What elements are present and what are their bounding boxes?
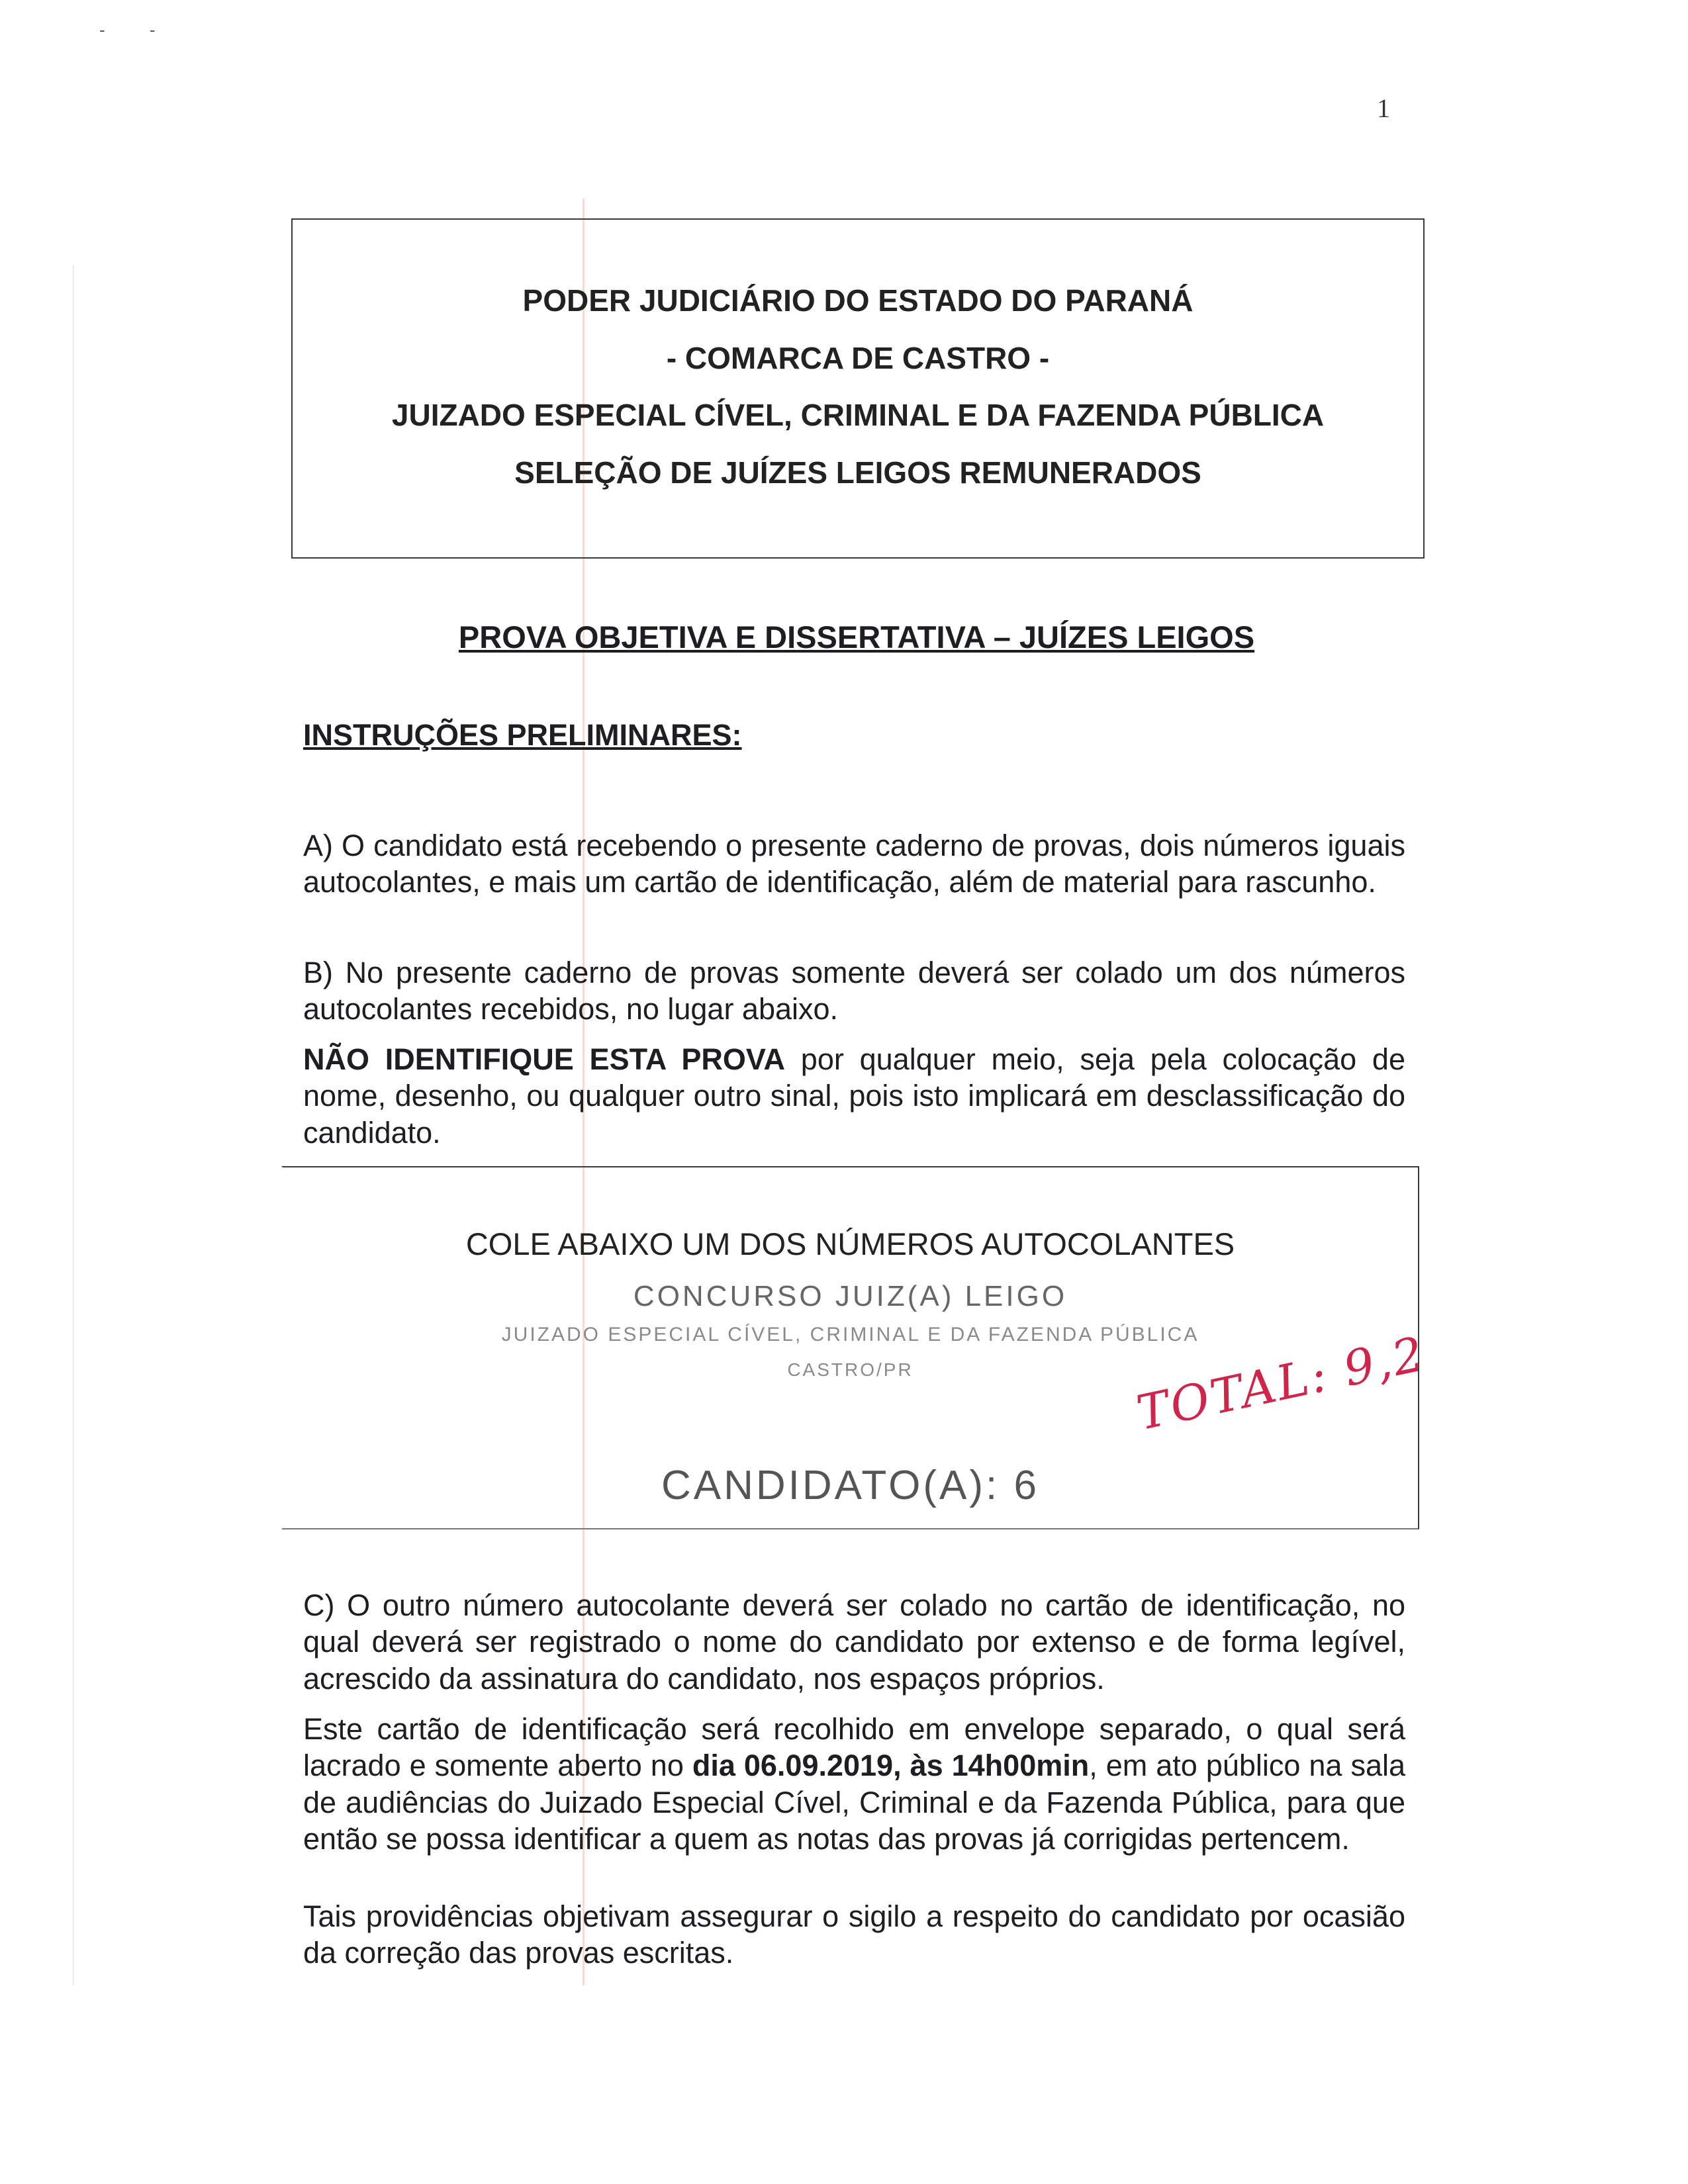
instruction-e: Tais providências objetivam assegurar o sigilo a respeito do candidato por ocasião da correção das provas escritas.: [303, 1899, 1405, 1970]
header-box: [291, 218, 1425, 559]
warning-bold: NÃO IDENTIFIQUE ESTA PROVA: [303, 1042, 786, 1076]
sticker-instruction: COLE ABAIXO UM DOS NÚMEROS AUTOCOLANTES: [465, 1226, 1235, 1261]
d-text-after: , em ato público na sala de audiências do Juizado Especial Cível, Criminal e da Fazenda Pública, para que então se possa identificar a quem as notas das provas já corrigidas pertencem.: [303, 1749, 1405, 1856]
stamp-title: CONCURSO JUIZ(A) LEIGO: [633, 1280, 1068, 1312]
scan-margin-line: [73, 265, 74, 1985]
instruction-c: C) O outro número autocolante deverá ser colado no cartão de identificação, no qual deverá ser registrado o nome do candidato por extenso e de forma legível, acrescido da assinatura do candidato, nos espaços próprios.: [303, 1588, 1405, 1696]
d-text-before: Este cartão de identificação será recolhido em envelope separado, o qual será lacrado e somente aberto no: [303, 1712, 1405, 1783]
header-juizado: JUIZADO ESPECIAL CÍVEL, CRIMINAL E DA FAZENDA PÚBLICA: [391, 398, 1325, 432]
scan-specks: ‐ ‐: [99, 20, 175, 40]
d-date-bold: dia 06.09.2019, às 14h00min: [692, 1749, 1090, 1783]
instructions-heading: INSTRUÇÕES PRELIMINARES:: [303, 718, 742, 752]
handwritten-total: TOTAL: 9,2: [1132, 1325, 1430, 1441]
instruction-warning: [303, 1041, 1405, 1151]
instruction-a: A) O candidato está recebendo o presente caderno de provas, dois números iguais autocolantes, e mais um cartão de identificação, além de material para rascunho.: [303, 829, 1405, 899]
sticker-box: [281, 1166, 1419, 1529]
header-court: PODER JUDICIÁRIO DO ESTADO DO PARANÁ: [522, 283, 1194, 318]
instruction-b: B) No presente caderno de provas somente deverá ser colado um dos números autocolantes recebidos, no lugar abaixo.: [303, 956, 1405, 1026]
warning-text: por qualquer meio, seja pela colocação de nome, desenho, ou qualquer outro sinal, pois isto implicará em desclassificação do candidato.: [303, 1042, 1405, 1150]
header-selection: SELEÇÃO DE JUÍZES LEIGOS REMUNERADOS: [514, 455, 1201, 490]
header-comarca: - COMARCA DE CASTRO -: [666, 341, 1050, 375]
stamp-court: JUIZADO ESPECIAL CÍVEL, CRIMINAL E DA FAZENDA PÚBLICA: [501, 1324, 1199, 1345]
stamp-city: CASTRO/PR: [787, 1359, 914, 1380]
candidate-number: CANDIDATO(A): 6: [661, 1463, 1039, 1508]
page-number: 1: [1377, 93, 1390, 123]
exam-title: PROVA OBJETIVA E DISSERTATIVA – JUÍZES LEIGOS: [458, 619, 1255, 655]
instruction-d: [303, 1711, 1405, 1857]
